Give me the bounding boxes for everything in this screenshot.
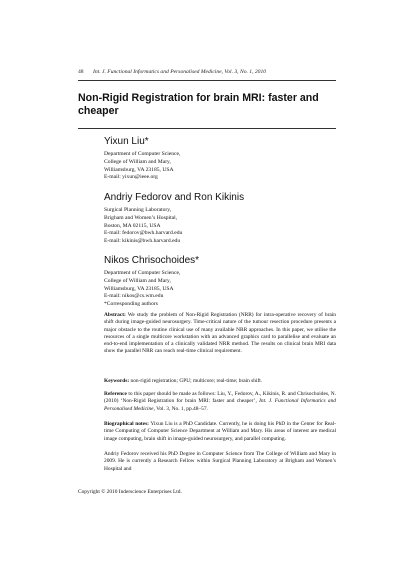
corresponding-note: *Corresponding authors <box>104 301 158 308</box>
author-affiliation <box>104 151 180 182</box>
author-affiliation <box>104 207 182 246</box>
author-name: Andriy Fedorov and Ron Kikinis <box>104 192 245 203</box>
affiliation-line: Williamsburg, VA 23185, USA <box>104 166 174 173</box>
reference <box>104 391 336 413</box>
author-name: Yixun Liu* <box>104 136 149 147</box>
reference-label: Reference <box>104 391 127 397</box>
keywords <box>104 378 336 385</box>
keywords-text: non-rigid registration; GPU; multicore; real-time; brain shift. <box>130 378 263 384</box>
journal-citation: Int. J. Functional Informatics and Personalised Medicine, Vol. 3, No. 1, 2010 <box>93 69 267 75</box>
reference-journal: Int. J. Functional Informatics and Personalised Medicine <box>104 398 336 412</box>
affiliation-line: Boston, MA 02115, USA <box>104 222 161 229</box>
keywords-label: Keywords: <box>104 378 130 384</box>
author-email: E-mail: kikinis@bwh.harvard.edu <box>104 238 181 245</box>
title-rule <box>78 128 336 129</box>
reference-text: to this paper should be made as follows: Liu, Y., Fedorov, A., Kikinis, R. and Chrisochoides, N. (2010) ‘Non-Rigid Registration for brain MRI: faster and cheaper’, <box>104 391 336 405</box>
author-email: E-mail: nikos@cs.wm.edu <box>104 293 164 300</box>
abstract-text: We study the problem of Non-Rigid Registration (NRR) for intra-operative recovery of brain shift during image-guided neurosurgery. Time-critical nature of the tumour resection procedure presents a major obstacle to the routine clinical use of many available NRR approaches. In this paper, we utilise the resources of a single multicore workstation with an advanced graphics card to parallelise and evaluate an end-to-end implementation of a clinically validated NRR method. The results on clinical brain MRI data show the parallel NRR can reach real-time clinical requirement. <box>104 312 336 355</box>
bio-text: Yixun Liu is a PhD Candidate. Currently, he is doing his PhD in the Center for Real-time Computing of Computer Science Department at William and Mary. His areas of interest are medical image computing, brain shift in image-guided neurosurgery, and parallel computing. <box>104 421 336 442</box>
bio-label: Biographical notes: <box>104 421 149 427</box>
affiliation-line: Department of Computer Science, <box>104 151 181 157</box>
affiliation-line: College of William and Mary, <box>104 158 171 165</box>
abstract <box>104 312 336 356</box>
affiliation-line: College of William and Mary, <box>104 277 171 284</box>
paper-title: Non-Rigid Registration for brain MRI: faster and cheaper <box>78 92 319 117</box>
affiliation-line: Surgical Planning Laboratory, <box>104 207 172 213</box>
author-affiliation <box>104 270 180 309</box>
page-number: 48 <box>78 69 84 75</box>
header-rule <box>78 80 336 81</box>
affiliation-line: Brigham and Women’s Hospital, <box>104 214 178 221</box>
reference-volume: , Vol. 3, No. 1, pp.48–57. <box>153 405 208 412</box>
running-header <box>78 69 338 75</box>
abstract-label: Abstract: <box>104 312 126 318</box>
copyright-notice: Copyright © 2010 Inderscience Enterprises Ltd. <box>78 489 182 495</box>
author-email: E-mail: fedorov@bwh.harvard.edu <box>104 230 183 237</box>
author-name: Nikos Chrisochoides* <box>104 255 200 266</box>
affiliation-line: Williamsburg, VA 23185, USA <box>104 285 174 292</box>
author-email: E-mail: yixun@ieee.org <box>104 174 158 181</box>
biographical-notes <box>104 421 336 443</box>
affiliation-line: Department of Computer Science, <box>104 270 181 276</box>
bio-paragraph: Andriy Fedorov received his PhD Degree in Computer Science from The College of William and Mary in 2009. He is currently a Research Fellow within Surgical Planning Laboratory at Brigham and Women’s Hospital and <box>104 451 336 472</box>
